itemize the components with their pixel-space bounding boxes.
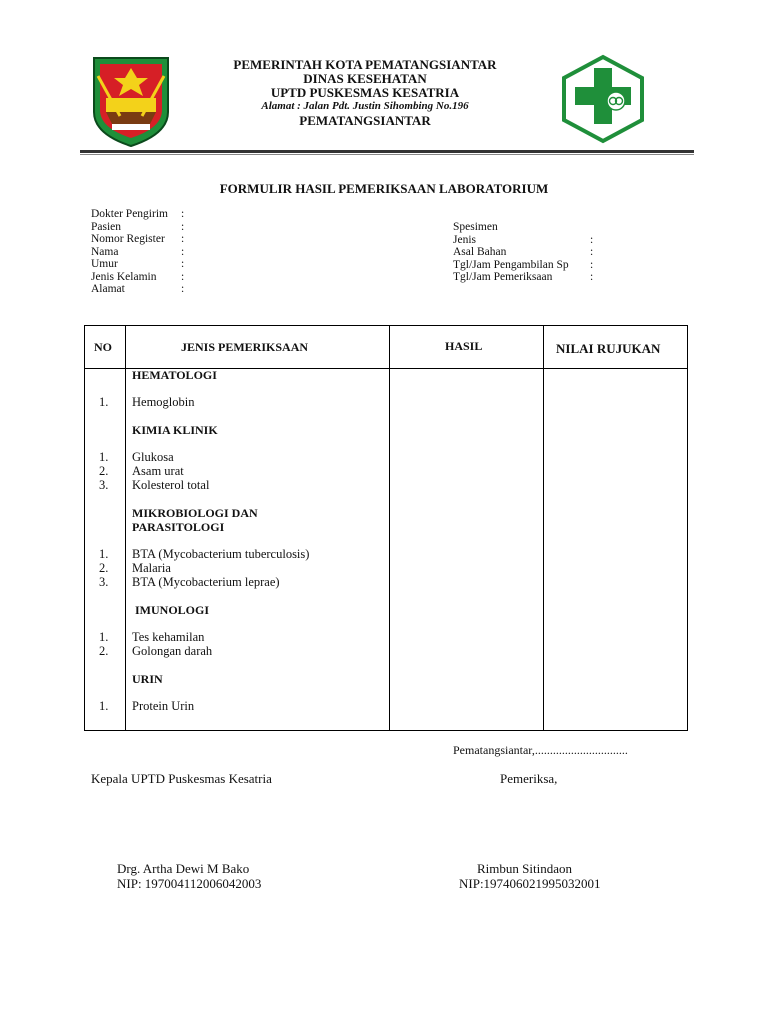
field-row: Dokter Pengirim : — [91, 208, 185, 220]
section-title: MIKROBIOLOGI DAN — [132, 506, 258, 520]
exam-name: Malaria — [132, 561, 171, 575]
exam-name: Glukosa — [132, 450, 174, 464]
exam-name: BTA (Mycobacterium tuberculosis) — [132, 547, 310, 561]
field-row: Tgl/Jam Pengambilan Sp : — [453, 258, 594, 271]
puskesmas-green-cross-hexagon-icon — [558, 54, 648, 144]
section-title: KIMIA KLINIK — [132, 423, 218, 437]
lab-results-table — [84, 325, 688, 731]
field-row: Jenis : — [453, 233, 594, 246]
place-date-line: Pematangsiantar,............................... — [453, 743, 628, 757]
field-row: Nomor Register : — [91, 233, 185, 245]
row-number: 1. — [99, 630, 109, 644]
header-department: DINAS KESEHATAN — [303, 71, 427, 86]
field-row: Spesimen — [453, 221, 498, 233]
left-signatory-name: Drg. Artha Dewi M Bako — [117, 861, 250, 876]
field-row: Tgl/Jam Pemeriksaan : — [453, 271, 594, 283]
row-number: 1. — [99, 699, 109, 713]
column-header-hasil: HASIL — [445, 339, 483, 353]
header-city: PEMATANGSIANTAR — [299, 113, 431, 128]
header-government-name: PEMERINTAH KOTA PEMATANGSIANTAR — [233, 57, 497, 72]
exam-name: Kolesterol total — [132, 478, 210, 492]
header-address: Alamat : Jalan Pdt. Justin Sihombing No.196 — [261, 100, 469, 112]
row-number: 3. — [99, 575, 109, 589]
exam-name: Hemoglobin — [132, 395, 195, 409]
city-crest-shield-icon — [90, 54, 172, 148]
exam-name: Asam urat — [132, 464, 184, 478]
column-divider — [125, 326, 126, 730]
row-number: 2. — [99, 561, 109, 575]
header-divider-thin — [80, 154, 694, 155]
section-title: PARASITOLOGI — [132, 520, 225, 534]
right-signatory-name: Rimbun Sitindaon — [477, 861, 572, 876]
form-title: FORMULIR HASIL PEMERIKSAAN LABORATORIUM — [219, 181, 549, 196]
field-row: Umur : — [91, 258, 185, 270]
exam-name: Tes kehamilan — [132, 630, 205, 644]
header-divider-thick — [80, 150, 694, 153]
right-signatory-role: Pemeriksa, — [500, 771, 558, 786]
exam-name: Golongan darah — [132, 644, 213, 658]
row-number: 3. — [99, 478, 109, 492]
row-number: 1. — [99, 547, 109, 561]
column-header-jenis: JENIS PEMERIKSAAN — [181, 340, 309, 354]
section-title: IMUNOLOGI — [135, 603, 210, 617]
field-row: Asal Bahan : — [453, 246, 594, 258]
section-title: HEMATOLOGI — [132, 368, 217, 382]
column-header-no: NO — [94, 340, 112, 354]
header-clinic: UPTD PUSKESMAS KESATRIA — [270, 85, 460, 100]
column-header-nilai-rujukan: NILAI RUJUKAN — [556, 341, 661, 356]
row-number: 2. — [99, 644, 109, 658]
field-row: Alamat : — [91, 283, 185, 295]
left-signatory-role: Kepala UPTD Puskesmas Kesatria — [91, 771, 272, 786]
column-divider — [543, 326, 544, 730]
exam-name: BTA (Mycobacterium leprae) — [132, 575, 280, 589]
right-signatory-nip: NIP:197406021995032001 — [459, 876, 601, 891]
specimen-fields — [453, 221, 593, 284]
section-title: URIN — [132, 672, 163, 686]
field-row: Nama : — [91, 245, 185, 258]
column-divider — [389, 326, 390, 730]
left-signatory-nip: NIP: 197004112006042003 — [117, 876, 262, 891]
field-row: Pasien : — [91, 220, 185, 233]
exam-name: Protein Urin — [132, 699, 195, 713]
row-number: 1. — [99, 450, 109, 464]
field-row: Jenis Kelamin : — [91, 270, 185, 283]
row-number: 2. — [99, 464, 109, 478]
row-number: 1. — [99, 395, 109, 409]
patient-fields — [91, 208, 184, 296]
